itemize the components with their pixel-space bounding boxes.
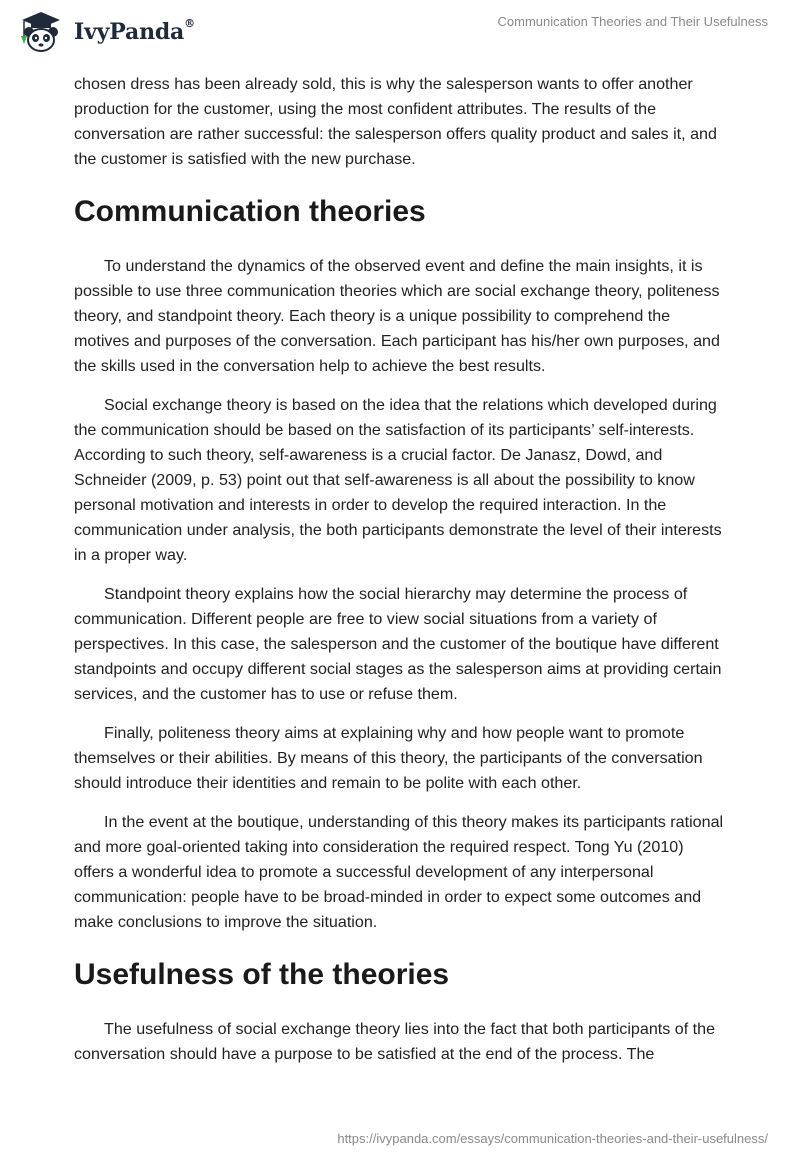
document-title: Communication Theories and Their Usefulness — [497, 14, 768, 29]
source-url[interactable]: https://ivypanda.com/essays/communication-theories-and-their-usefulness/ — [337, 1131, 768, 1146]
ivypanda-logo[interactable] — [14, 10, 195, 54]
paragraph: Finally, politeness theory aims at explaining why and how people want to promote themselves or their abilities. By means of this theory, the participants of the conversation should introduce their identities and remain to be polite with each other. — [74, 724, 703, 792]
page-header — [0, 0, 800, 68]
panda-graduate-icon — [14, 10, 68, 54]
paragraph: The usefulness of social exchange theory lies into the fact that both participants of the conversation should have a purpose to be satisfied at the end of the process. The — [74, 1020, 716, 1063]
section-heading-communication-theories: Communication theories — [74, 195, 426, 228]
registered-mark: ® — [184, 17, 195, 30]
intro-paragraph: chosen dress has been already sold, this is why the salesperson wants to offer another production for the customer, using the most confident attributes. The results of the conversation are rather successful: the salesperson offers quality product and sales it, and the customer is satisfied with the new purchase. — [74, 75, 717, 168]
paragraph: Social exchange theory is based on the idea that the relations which developed during the communication should be based on the satisfaction of its participants’ self-interests. According to such theory, self-awareness is a crucial factor. De Janasz, Dowd, and Schneider (2009, p. 53) point out that self-awareness is all about the possibility to know personal motivation and interests in order to develop the required interaction. In the communication under analysis, the both participants demonstrate the level of their interests in a proper way. — [74, 396, 722, 564]
paragraph: Standpoint theory explains how the social hierarchy may determine the process of communication. Different people are free to view social situations from a variety of perspectives. In this case, the salesperson and the customer of the boutique have different standpoints and occupy different social stages as the salesperson aims at providing certain services, and the customer has to use or refuse them. — [74, 585, 722, 703]
brand-name: IvyPanda® — [74, 17, 195, 45]
section-heading-usefulness: Usefulness of the theories — [74, 958, 450, 991]
paragraph: To understand the dynamics of the observed event and define the main insights, it is possible to use three communication theories which are social exchange theory, politeness theory, and standpoint theory. Each theory is a unique possibility to comprehend the motives and purposes of the conversation. Each participant has his/her own purposes, and the skills used in the conversation help to achieve the best results. — [74, 257, 720, 375]
essay-content — [74, 72, 724, 1081]
paragraph: In the event at the boutique, understanding of this theory makes its participants rational and more goal-oriented taking into consideration the required respect. Tong Yu (2010) offers a wonderful idea to promote a successful development of any interpersonal communication: people have to be broad-minded in order to expect some outcomes and make conclusions to improve the situation. — [74, 813, 724, 931]
